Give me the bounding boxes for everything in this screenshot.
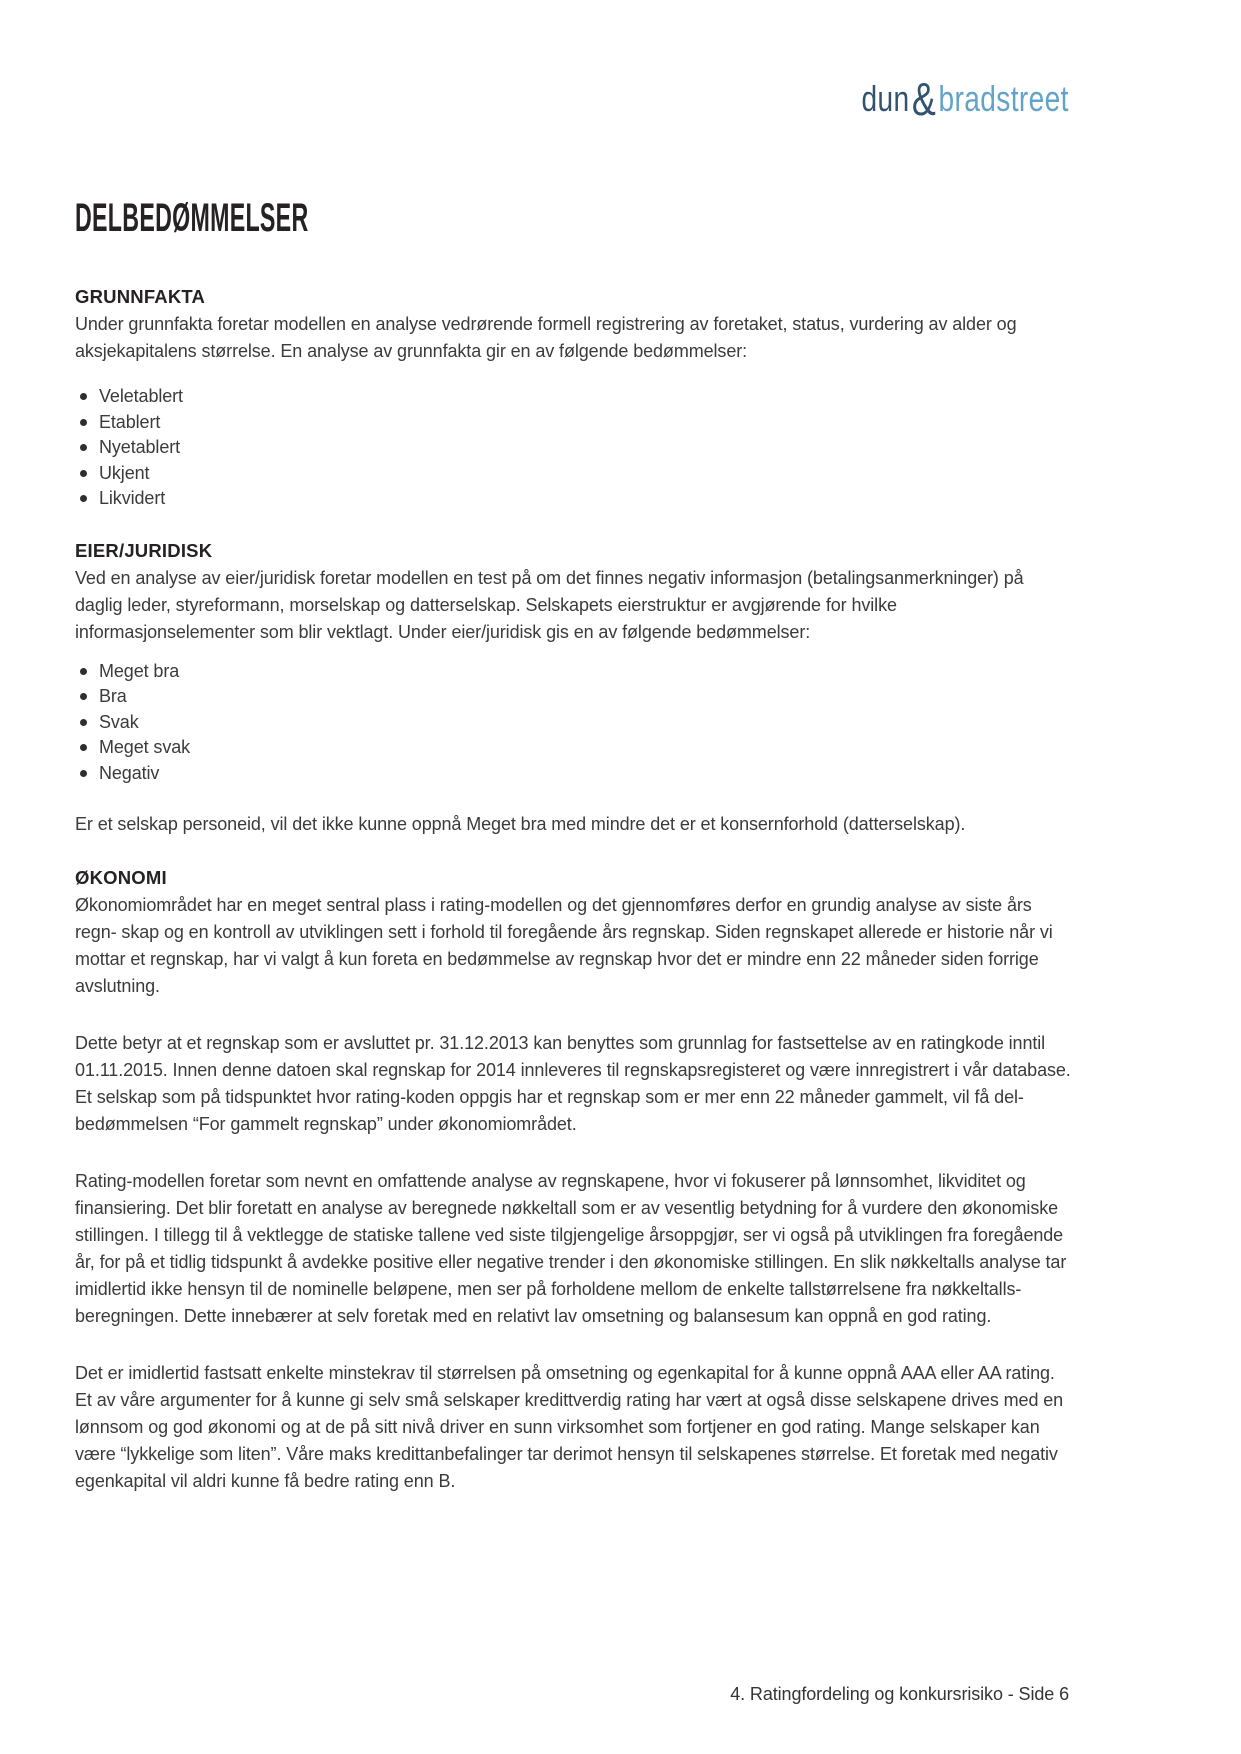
section-grunnfakta (75, 285, 1075, 512)
list-item: Bra (75, 684, 1075, 710)
list-item: Meget bra (75, 659, 1075, 685)
bullet-list-eier-juridisk (75, 659, 1075, 787)
page-title: DELBEDØMMELSER (75, 196, 309, 240)
paragraph: Det er imidlertid fastsatt enkelte minstekrav til størrelsen på omsetning og egenkapital for å kunne oppnå AAA eller AA rating. Et av våre argumenter for å kunne gi selv små selskaper kredittverdig rating har vært at også disse selskapene drives med en lønnsom og god økonomi og at de på sitt nivå driver en sunn virksomhet som fortjener en god rating. Mange selskaper kan være “lykkelige som liten”. Våre maks kredittanbefalinger tar derimot hensyn til selskapenes størrelse. Et foretak med negativ egenkapital vil aldri kunne få bedre rating enn B. (75, 1363, 1064, 1491)
list-item: Etablert (75, 410, 1075, 436)
section-okonomi (75, 866, 1075, 1495)
page-footer: 4. Ratingfordeling og konkursrisiko - Side 6 (730, 1684, 1069, 1704)
paragraph: Ved en analyse av eier/juridisk foretar modellen en test på om det finnes negativ informasjon (betalingsanmerkninger) på daglig leder, styreformann, morselskap og datterselskap. Selskapets eierstruktur er avgjørende for hvilke informasjonselementer som blir vektlagt. Under eier/juridisk gis en av følgende bedømmelser: (75, 567, 1024, 642)
paragraph: Er et selskap personeid, vil det ikke kunne oppnå Meget bra med mindre det er et konsernforhold (datterselskap). (75, 814, 966, 834)
paragraph: Dette betyr at et regnskap som er avsluttet pr. 31.12.2013 kan benyttes som grunnlag for fastsettelse av en ratingkode inntil 01.11.2015. Innen denne datoen skal regnskap for 2014 innleveres til regnskapsregisteret og være innregistrert i vår database. Et selskap som på tidspunktet hvor rating-koden oppgis har et regnskap som er mer enn 22 måneder gammelt, vil få del- bedømmelsen “For gammelt regnskap” under økonomiområdet. (75, 1033, 1071, 1134)
logo-ampersand-icon: & (912, 73, 937, 125)
list-item: Meget svak (75, 735, 1075, 761)
logo-text-bradstreet: bradstreet (938, 78, 1069, 119)
section-eier-juridisk (75, 539, 1075, 839)
list-item: Ukjent (75, 461, 1075, 487)
list-item: Negativ (75, 761, 1075, 787)
document-content (75, 0, 1075, 1495)
logo-text-dun: dun (861, 78, 910, 119)
paragraph: Rating-modellen foretar som nevnt en omfattende analyse av regnskapene, hvor vi fokuserer på lønnsomhet, likviditet og finansiering. Det blir foretatt en analyse av beregnede nøkkeltall som er av vesentlig betydning for å vurdere den økonomiske stillingen. I tillegg til å vektlegge de statiske tallene ved siste tilgjengelige årsoppgjør, ser vi også på utviklingen fra foregående år, for på et tidlig tidspunkt å avdekke positive eller negative trender i den økonomiske stillingen. En slik nøkkeltalls analyse tar imidlertid ikke hensyn til de nominelle beløpene, men ser på forholdene mellom de enkelte tallstørrelsene fra nøkkeltalls- beregningen. Dette innebærer at selv foretak med en relativt lav omsetning og balansesum kan oppnå en god rating. (75, 1171, 1067, 1326)
section-heading-grunnfakta: GRUNNFAKTA (75, 286, 206, 307)
paragraph: Under grunnfakta foretar modellen en analyse vedrørende formell registrering av foretaket, status, vurdering av alder og aksjekapitalens størrelse. En analyse av grunnfakta gir en av følgende bedømmelser: (75, 314, 1017, 361)
bullet-list-grunnfakta (75, 384, 1075, 512)
list-item: Likvidert (75, 486, 1075, 512)
section-heading-okonomi: ØKONOMI (75, 867, 167, 888)
section-heading-eier-juridisk: EIER/JURIDISK (75, 539, 213, 561)
list-item: Veletablert (75, 384, 1075, 410)
paragraph: Økonomiområdet har en meget sentral plass i rating-modellen og det gjennomføres derfor en grundig analyse av siste års regn- skap og en kontroll av utviklingen sett i forhold til foregående års regnskap. Siden regnskapet allerede er historie når vi mottar et regnskap, har vi valgt å kun foreta en bedømmelse av regnskap hvor det er mindre enn 22 måneder siden forrige avslutning. (75, 895, 1053, 996)
list-item: Nyetablert (75, 435, 1075, 461)
list-item: Svak (75, 710, 1075, 736)
